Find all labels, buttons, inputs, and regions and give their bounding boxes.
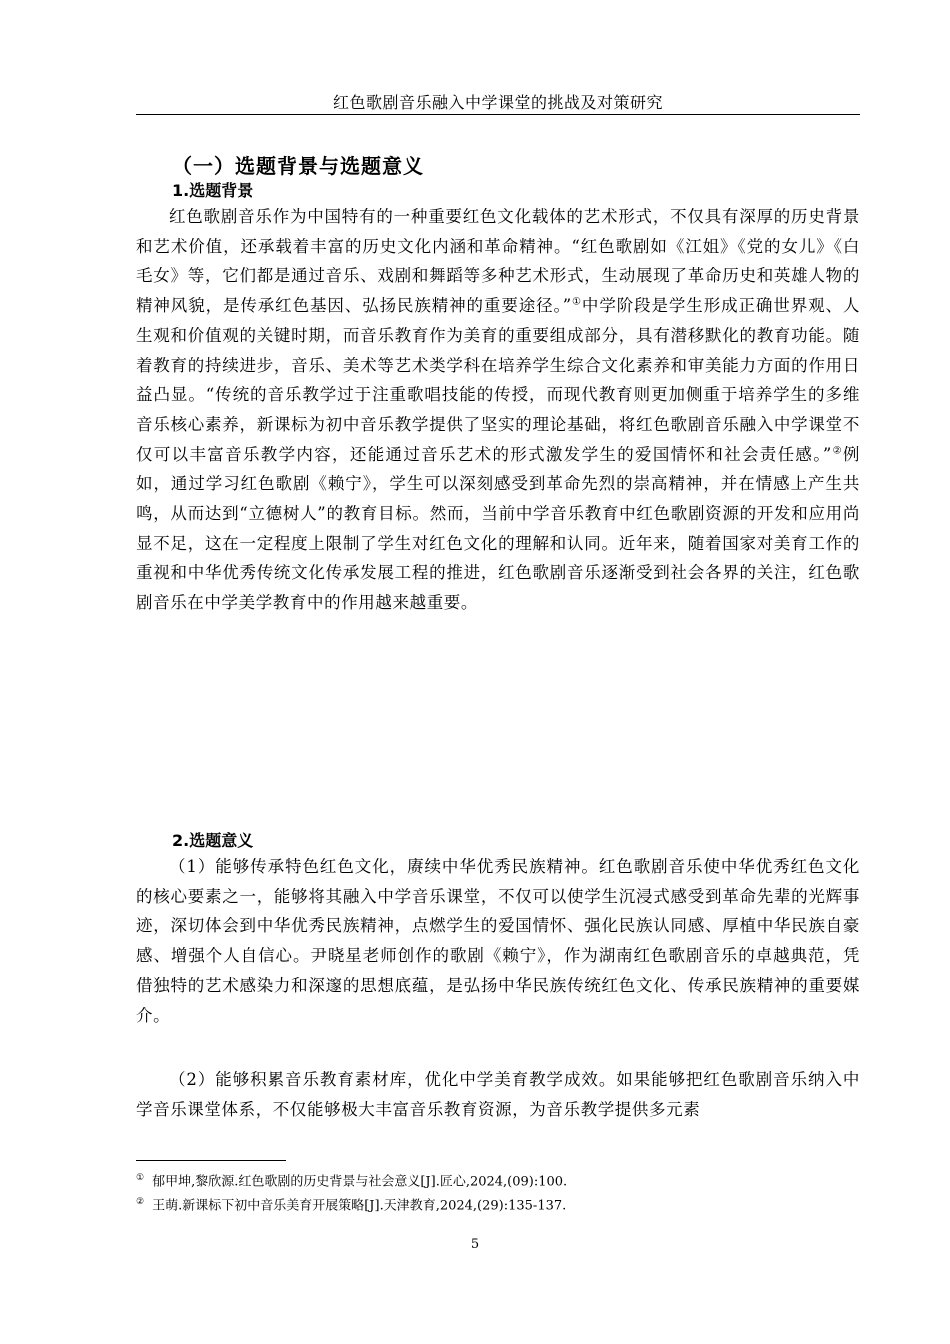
paragraph-text: 中学阶段是学生形成正确世界观、人生观和价值观的关键时期，而音乐教育作为美育的重要组成部分，具有潜移默化的教育功能。随着教育的持续进步，音乐、美术等艺术类学科在培养学生综合文化素养和审美能力方面的作用日益凸显。“传统的音乐教学过于注重歌唱技能的传授，而现代教育则更加侧重于培养学生的多维音乐核心素养，新课标为初中音乐教学提供了坚实的理论基础，将红色歌剧音乐融入中学课堂不仅可以丰富音乐教学内容，还能通过音乐艺术的形式激发学生的爱国情怀和社会责任感。” [136, 296, 860, 464]
footnote-mark: ① [136, 1173, 145, 1183]
header-rule [136, 114, 860, 115]
page-number: 5 [470, 1237, 480, 1252]
footnote-rule [136, 1160, 286, 1161]
subsection-heading-background: 1.选题背景 [172, 181, 254, 200]
footnote-text: 王萌.新课标下初中音乐美育开展策略[J].天津教育,2024,(29):135-137. [152, 1198, 567, 1214]
paragraph-significance-2: （2）能够积累音乐教育素材库，优化中学美育教学成效。如果能够把红色歌剧音乐纳入中学音乐课堂体系，不仅能够极大丰富音乐教育资源，为音乐教学提供多元素 [136, 1070, 860, 1119]
footnotes [136, 1168, 860, 1217]
paragraph-significance-1: （1）能够传承特色红色文化，赓续中华优秀民族精神。红色歌剧音乐使中华优秀红色文化的核心要素之一，能够将其融入中学音乐课堂，不仅可以使学生沉浸式感受到革命先辈的光辉事迹，深切体会到中华优秀民族精神，点燃学生的爱国情怀、强化民族认同感、厚植中华民族自豪感、增强个人自信心。尹晓星老师创作的歌剧《赖宁》，作为湖南红色歌剧音乐的卓越典范，凭借独特的艺术感染力和深邃的思想底蕴，是弘扬中华民族传统红色文化、传承民族精神的重要媒介。 [136, 857, 860, 1025]
footnote-2 [136, 1192, 860, 1216]
paragraph-text: 红色歌剧音乐作为中国特有的一种重要红色文化载体的艺术形式，不仅具有深厚的历史背景和艺术价值，还承载着丰富的历史文化内涵和革命精神。“红色歌剧如《江姐》《党的女儿》《白毛女》等，它们都是通过音乐、戏剧和舞蹈等多种艺术形式，生动展现了革命历史和英雄人物的精神风貌，是传承红色基因、弘扬民族精神的重要途径。” [136, 207, 860, 316]
paragraph-background [136, 202, 860, 618]
running-header: 红色歌剧音乐融入中学课堂的挑战及对策研究 [332, 93, 663, 112]
paragraph-text: 例如，通过学习红色歌剧《赖宁》，学生可以深刻感受到革命先烈的崇高精神，并在情感上产生共鸣，从而达到“立德树人”的教育目标。然而，当前中学音乐教育中红色歌剧资源的开发和应用尚显不足，这在一定程度上限制了学生对红色文化的理解和认同。近年来，随着国家对美育工作的重视和中华优秀传统文化传承发展工程的推进，红色歌剧音乐逐渐受到社会各界的关注，红色歌剧音乐在中学美学教育中的作用越来越重要。 [136, 444, 860, 613]
footnote-text: 郁甲坤,黎欣源.红色歌剧的历史背景与社会意义[J].匠心,2024,(09):100. [152, 1174, 568, 1190]
subsection-heading-significance: 2.选题意义 [172, 831, 254, 850]
section-title: （一）选题背景与选题意义 [172, 154, 424, 178]
footnote-mark: ② [136, 1197, 145, 1208]
footnote-1 [136, 1168, 860, 1192]
footnote-ref-1[interactable]: ① [571, 296, 582, 308]
footnote-ref-2[interactable]: ② [831, 445, 843, 457]
